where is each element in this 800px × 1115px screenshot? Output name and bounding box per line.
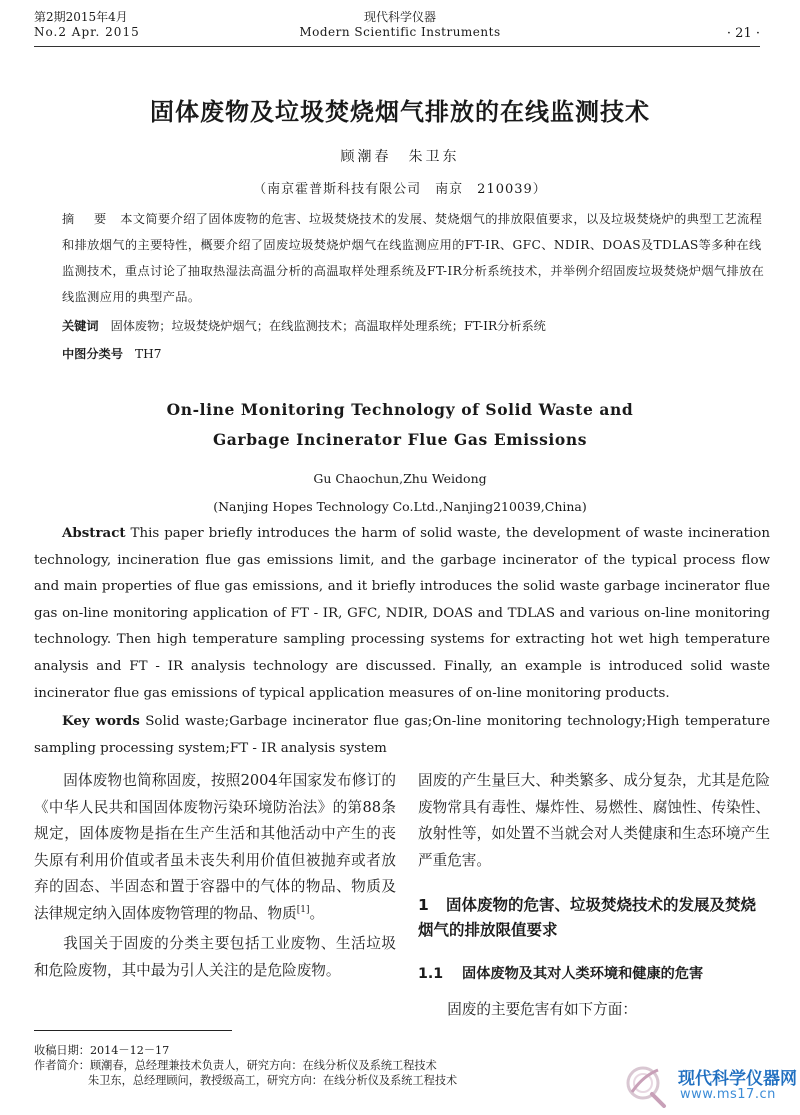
footnote-received: 收稿日期：2014－12－17 (34, 1044, 170, 1057)
en-authors: Gu Chaochun,Zhu Weidong (313, 471, 487, 486)
en-title-line2: Garbage Incinerator Flue Gas Emissions (212, 430, 588, 449)
watermark-logo-icon (622, 1062, 668, 1108)
watermark-name: 现代科学仪器网 (678, 1069, 797, 1089)
header-journal-cn: 现代科学仪器 (363, 10, 436, 24)
section-1-1-title: 固体废物及其对人类环境和健康的危害 (462, 966, 704, 982)
cn-abstract-label: 摘 要 (62, 212, 115, 226)
body-right-column (418, 768, 770, 874)
footnote-author1: 作者简介：顾潮春，总经理兼技术负责人，研究方向：在线分析仪及系统工程技术 (34, 1059, 437, 1072)
cn-abstract (62, 206, 770, 310)
en-keywords (34, 708, 770, 762)
cn-keywords-label: 关键词 (62, 319, 99, 333)
header-journal-en: Modern Scientific Instruments (299, 25, 501, 39)
cn-keywords-text: 固体废物；垃圾焚烧炉烟气；在线监测技术；高温取样处理系统；FT-IR分析系统 (110, 319, 546, 333)
en-affiliation: (Nanjing Hopes Technology Co.Ltd.,Nanjing210039,China) (213, 499, 587, 514)
section-1-1-number: 1.1 (418, 966, 444, 982)
header-rule (34, 46, 760, 47)
body-paragraph (34, 768, 396, 927)
section-1-number: 1 (418, 896, 429, 914)
body-paragraph: 我国关于固废的分类主要包括工业废物、生活垃圾和危险废物，其中最为引人关注的是危险废物。 (34, 935, 396, 979)
paper-affiliation: （南京霍普斯科技有限公司 南京 210039） (253, 182, 547, 197)
body-paragraph-text: 固体废物也简称固废，按照2004年国家发布修订的《中华人民共和国固体废物污染环境防治法》的第88条规定，固体废物是指在生产生活和其他活动中产生的丧失原有利用价值或者虽未丧失利用价值但被抛弃或者放弃的固态、半固态和置于容器中的气体的物品、物质及法律规定纳入固体废物管理的物品、物质 (34, 772, 396, 922)
cn-class-text: TH7 (134, 347, 162, 361)
en-abstract (34, 520, 770, 707)
body-paragraph: 固废的产生量巨大、种类繁多、成分复杂，尤其是危险废物常具有毒性、爆炸性、易燃性、腐蚀性、传染性、放射性等，如处置不当就会对人类健康和生态环境产生严重危害。 (418, 772, 770, 869)
cn-class-label: 中图分类号 (62, 347, 123, 361)
cn-abstract-text: 本文简要介绍了固体废物的危害、垃圾焚烧技术的发展、焚烧烟气的排放限值要求，以及垃圾焚烧炉的典型工艺流程和排放烟气的主要特性，概要介绍了固废垃圾焚烧炉烟气在线监测应用的FT-IR、GFC、NDIR、DOAS及TDLAS等多种在线监测技术，重点讨论了抽取热湿法高温分析的高温取样处理系统及FT-IR分析系统技术，并举例介绍固废垃圾焚烧炉烟气排放在线监测应用的典型产品。 (62, 212, 765, 304)
header-journal (0, 10, 800, 40)
cn-classification (62, 344, 161, 364)
section-1-heading (418, 893, 770, 943)
body-paragraph: 固废的主要危害有如下方面： (447, 1001, 637, 1018)
section-1-title: 固体废物的危害、垃圾焚烧技术的发展及焚烧烟气的排放限值要求 (418, 896, 757, 939)
citation-ref[interactable]: [1] (296, 904, 310, 915)
footnote-rule (34, 1030, 232, 1031)
watermark-url: www.ms17.cn (680, 1087, 776, 1102)
section-1-1-heading (418, 963, 770, 983)
paper-authors: 顾潮春 朱卫东 (340, 149, 460, 165)
page-number: · 21 · (726, 26, 760, 41)
body-paragraph-end: 。 (309, 904, 325, 922)
header-issue-en: No.2 Apr. 2015 (34, 25, 140, 39)
watermark (622, 1060, 797, 1110)
paper-title: 固体废物及垃圾焚烧烟气排放的在线监测技术 (150, 97, 650, 126)
en-keywords-label: Key words (62, 713, 140, 729)
cn-keywords (62, 316, 770, 336)
en-abstract-label: Abstract (62, 525, 126, 541)
body-left-column (34, 768, 396, 984)
header-issue-cn: 第2期2015年4月 (34, 10, 128, 24)
en-abstract-text: This paper briefly introduces the harm of solid waste, the development of waste incineration technology, incineration flue gas emissions limit, and the garbage incinerator of the typical process flow and main properties of flue gas emissions, and it briefly introduces the solid waste garbage incinerator flue gas on-line monitoring application of FT - IR, GFC, NDIR, DOAS and TDLAS and various on-line monitoring technology. Then high temperature sampling processing systems for extracting hot wet high temperature analysis and FT - IR analysis technology are discussed. Finally, an example is introduced solid waste incinerator flue gas emissions of typical application measures of on-line monitoring products. (34, 526, 770, 701)
footnote-author2: 朱卫东，总经理顾问，教授级高工，研究方向：在线分析仪及系统工程技术 (88, 1074, 458, 1087)
en-title-line1: On-line Monitoring Technology of Solid Waste and (166, 400, 634, 419)
en-keywords-text: Solid waste;Garbage incinerator flue gas;On-line monitoring technology;High temperature sampling processing system;FT - IR analysis system (34, 714, 771, 756)
